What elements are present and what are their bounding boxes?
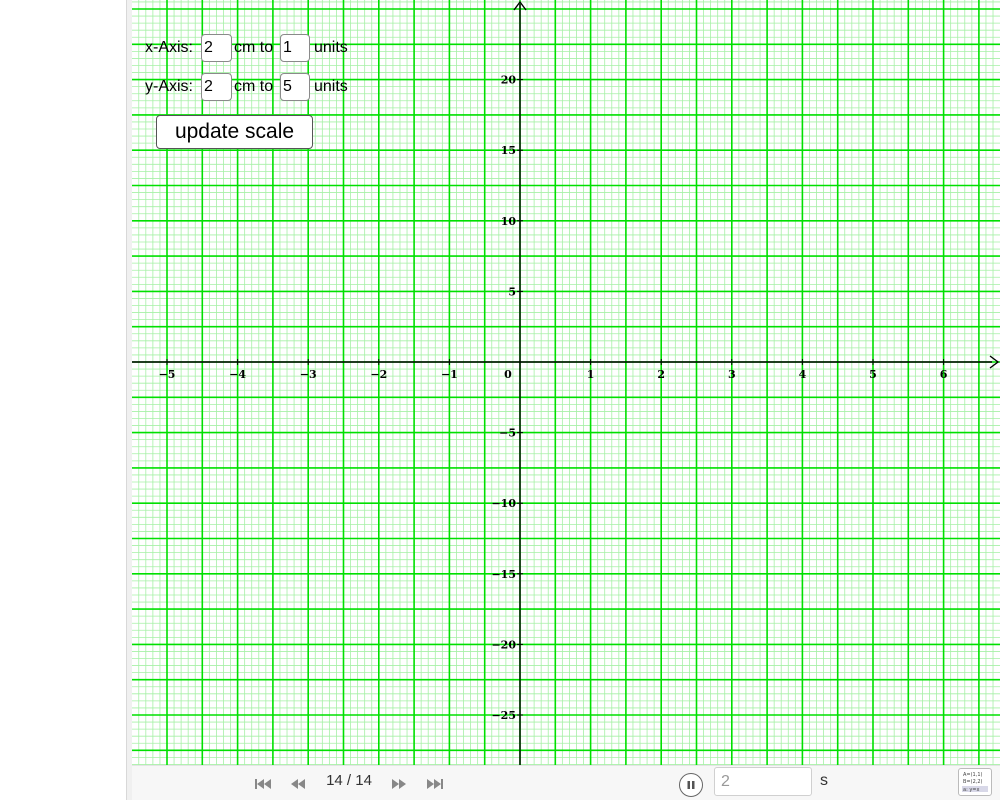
algebra-icon-line-2: B=(2,2) (963, 779, 983, 785)
y-axis-cm-to-label: cm to (234, 78, 274, 95)
x-tick-label: 2 (657, 368, 666, 381)
algebra-icon-line-3: a: y=x (963, 787, 980, 793)
first-slide-button[interactable] (252, 774, 274, 794)
x-axis-cm-input[interactable]: 2 (201, 34, 232, 62)
step-back-icon (289, 778, 307, 790)
x-tick-label: 4 (798, 368, 807, 381)
x-axis-units-input[interactable]: 1 (280, 34, 310, 62)
x-axis-units-label: units (314, 39, 348, 56)
x-tick-label: −2 (370, 368, 388, 381)
x-tick-label: 6 (939, 368, 948, 381)
y-tick-label: 15 (500, 144, 516, 158)
next-slide-button[interactable] (388, 774, 410, 794)
y-axis-units-label: units (314, 78, 348, 95)
x-tick-label: −3 (299, 368, 317, 381)
pause-icon (686, 780, 696, 790)
x-tick-label: 3 (727, 368, 736, 381)
animation-speed-input[interactable] (714, 767, 812, 796)
y-axis-cm-input[interactable]: 2 (201, 73, 232, 101)
left-panel (0, 0, 126, 800)
x-axis-scale-label: x-Axis: (145, 39, 193, 56)
previous-slide-button[interactable] (287, 774, 309, 794)
y-tick-label: −25 (491, 709, 516, 722)
y-tick-label: 10 (500, 214, 516, 228)
y-axis-units-input[interactable]: 5 (280, 73, 310, 101)
y-tick-label: −20 (491, 638, 516, 652)
skip-to-end-icon (426, 778, 444, 790)
y-tick-label: −10 (491, 497, 516, 511)
update-scale-button[interactable]: update scale (156, 115, 313, 149)
step-forward-icon (390, 778, 408, 790)
x-axis-cm-to-label: cm to (234, 39, 274, 56)
y-tick-label: 20 (500, 73, 516, 87)
x-tick-label: −5 (158, 368, 176, 381)
x-tick-label: −4 (229, 368, 247, 381)
algebra-view-button[interactable] (958, 768, 992, 796)
x-tick-label: 5 (869, 368, 877, 381)
y-axis-scale-label: y-Axis: (145, 78, 193, 95)
speed-unit-label: s (820, 772, 828, 789)
x-tick-label: 1 (586, 368, 595, 381)
x-tick-label: −1 (440, 368, 458, 381)
pause-button[interactable] (679, 773, 703, 797)
algebra-icon-line-1: A=(1,1) (963, 772, 983, 778)
y-tick-label: −5 (499, 426, 516, 440)
x-tick-label: 0 (504, 368, 512, 381)
skip-to-start-icon (254, 778, 272, 790)
algebra-view-icon (959, 769, 991, 795)
y-tick-label: −15 (491, 567, 516, 581)
last-slide-button[interactable] (424, 774, 446, 794)
slide-counter: 14 / 14 (326, 772, 372, 789)
y-tick-label: 5 (508, 285, 516, 299)
